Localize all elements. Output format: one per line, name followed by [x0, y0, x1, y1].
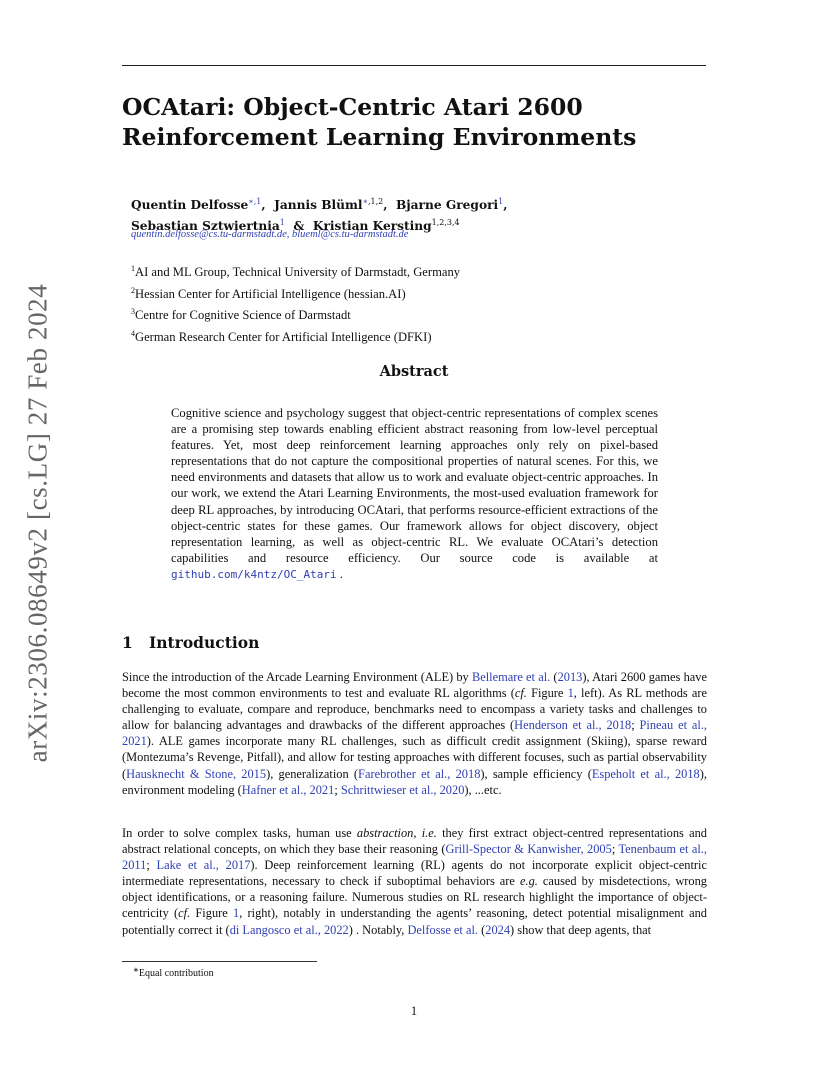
title-line-2: Reinforcement Learning Environments [122, 123, 637, 151]
source-code-link[interactable]: github.com/k4ntz/OC_Atari [171, 567, 337, 581]
citation-link[interactable]: Tenenbaum et al., 2011 [122, 842, 707, 873]
arxiv-identifier [18, 283, 58, 763]
top-rule [122, 65, 706, 66]
arxiv-identifier-text: arXiv:2306.08649v2 [cs.LG] 27 Feb 2024 [22, 283, 53, 763]
author-affil-sup: 1,2,3,4 [431, 218, 460, 227]
affil-nums: ,1,2 [367, 197, 384, 206]
section-heading-introduction [122, 633, 259, 652]
author-name: Jannis Blüml [274, 198, 363, 212]
author-name: Sebastian Sztwiertnia [131, 219, 280, 233]
intro-paragraph-2: In order to solve complex tasks, human use abstraction, i.e. they first extract object-centred representations and abstract relational concepts, on which they base their reasoning (Grill-Spector & Kanwisher, 2005; Tenenbaum et al., 2011; Lake et al., 2017). Deep reinforcement learning (RL) agents do not incorporate explicit object-centric intermediate representations, necessary to check if suboptimal behaviors are e.g. caused by misdetections, wrong object identifications, or a reasoning failure. Numerous studies on RL research highlight the importance of object-centricity (cf. Figure 1, right), notably in understanding the agents’ reasoning, detect potential misalignment and potentially correct it (di Langosco et al., 2022) . Notably, Delfosse et al. (2024) show that deep agents, that [122, 826, 707, 937]
citation-link[interactable]: Espeholt et al., 2018 [591, 766, 700, 781]
page-number: 1 [410, 1004, 418, 1018]
abstract-heading: Abstract [379, 363, 449, 380]
citation-link[interactable]: Schrittwieser et al., 2020 [340, 782, 465, 797]
equal-contrib-mark[interactable]: ∗ [362, 197, 368, 206]
author-affil-sup[interactable]: 1 [279, 218, 285, 227]
affiliation-list [131, 260, 460, 346]
paper-title [122, 92, 722, 152]
citation-link[interactable]: Lake et al., 2017 [156, 858, 251, 873]
citation-link[interactable]: Grill-Spector & Kanwisher, 2005 [445, 842, 612, 857]
author-emails[interactable]: quentin.delfosse@cs.tu-darmstadt.de, blueml@cs.tu-darmstadt.de [131, 229, 409, 240]
ampersand: & [293, 219, 305, 233]
footnote: ∗Equal contribution [133, 966, 214, 979]
section-title: Introduction [149, 633, 260, 652]
author-name: Quentin Delfosse [131, 198, 249, 212]
affiliation-item: $^3$Centre for Cognitive Science of Darmstadt [131, 307, 351, 322]
affiliation-item: $^2$Hessian Center for Artificial Intelligence (hessian.AI) [131, 285, 406, 301]
author-affil-sup [363, 197, 384, 206]
citation-link[interactable]: di Langosco et al., 2022 [229, 922, 349, 937]
citation-link[interactable]: 2013 [557, 670, 583, 684]
section-number: 1 [122, 633, 133, 652]
citation-link[interactable]: Henderson et al., 2018 [514, 718, 632, 733]
citation-link[interactable]: Pineau et al., 2021 [122, 718, 707, 749]
author-list: Quentin Delfosse$^{∗,1}$, Jannis Blüml$^{∗,1,2}$, Bjarne Gregori$^1$, Sebastian Sztwiertnia$^1$ & Kristian Kersting$^{1,2,3,4}$ [131, 197, 508, 233]
abstract-text: Cognitive science and psychology suggest that object-centric representations of complex scenes are a promising step towards enabling efficient abstract reasoning from low-level perceptual features. Yet, most deep reinforcement learning approaches only rely on pixel-based representations that do not capture the compositional properties of natural scenes. For this, we need environments and datasets that allow us to work and evaluate object-centric approaches. In our work, we extend the Atari Learning Environments, the most-used evaluation framework for deep RL approaches, by introducing OCAtari, that performs resource-efficient extractions of the object-centric states for these games. Our framework allows for object discovery, object representation learning, as well as object-centric RL. We evaluate OCAtari’s detection capabilities and resource efficiency. Our source code is available at github.com/k4ntz/OC_Atari . [171, 406, 658, 581]
author-affil-sup[interactable]: ∗,1 [248, 197, 262, 206]
figure-ref-link[interactable]: 1 [567, 686, 574, 701]
figure-ref-link[interactable]: 1 [233, 906, 240, 921]
citation-link[interactable]: Farebrother et al., 2018 [358, 766, 481, 781]
intro-paragraph-1: Since the introduction of the Arcade Learning Environment (ALE) by Bellemare et al. (2013), Atari 2600 games have become the most common environments to test and evaluate RL algorithms (cf. Figure 1, left). As RL methods are challenging to evaluate, compare and reproduce, benchmarks need to encompass a variety tasks and challenges to allow for balancing advantages and drawbacks of the different approaches (Henderson et al., 2018; Pineau et al., 2021). ALE games incorporate many RL challenges, such as difficult credit assignment (Skiing), sparse reward (Montezuma’s Revenge, Pitfall), and allow for testing approaches with different focuses, such as partial observability (Hausknecht & Stone, 2015), generalization (Farebrother et al., 2018), sample efficiency (Espeholt et al., 2018), environment modeling (Hafner et al., 2021; Schrittwieser et al., 2020), ...etc. [122, 670, 708, 797]
citation-link[interactable]: Delfosse et al. [407, 922, 479, 937]
title-line-1: OCAtari: Object-Centric Atari 2600 [122, 93, 583, 121]
affiliation-item: $^4$German Research Center for Artificial Intelligence (DFKI) [131, 328, 432, 344]
citation-link[interactable]: Hafner et al., 2021 [241, 782, 335, 797]
citation-link[interactable]: 2024 [485, 922, 511, 937]
citation-link[interactable]: Hausknecht & Stone, 2015 [126, 766, 267, 781]
author-name: Kristian Kersting [312, 219, 432, 233]
affiliation-item: $^1$AI and ML Group, Technical University of Darmstadt, Germany [131, 264, 461, 279]
author-name: Bjarne Gregori [395, 198, 499, 212]
footnote-rule [122, 961, 317, 962]
citation-link[interactable]: Bellemare et al. [471, 670, 551, 684]
author-affil-sup[interactable]: 1 [498, 197, 504, 206]
